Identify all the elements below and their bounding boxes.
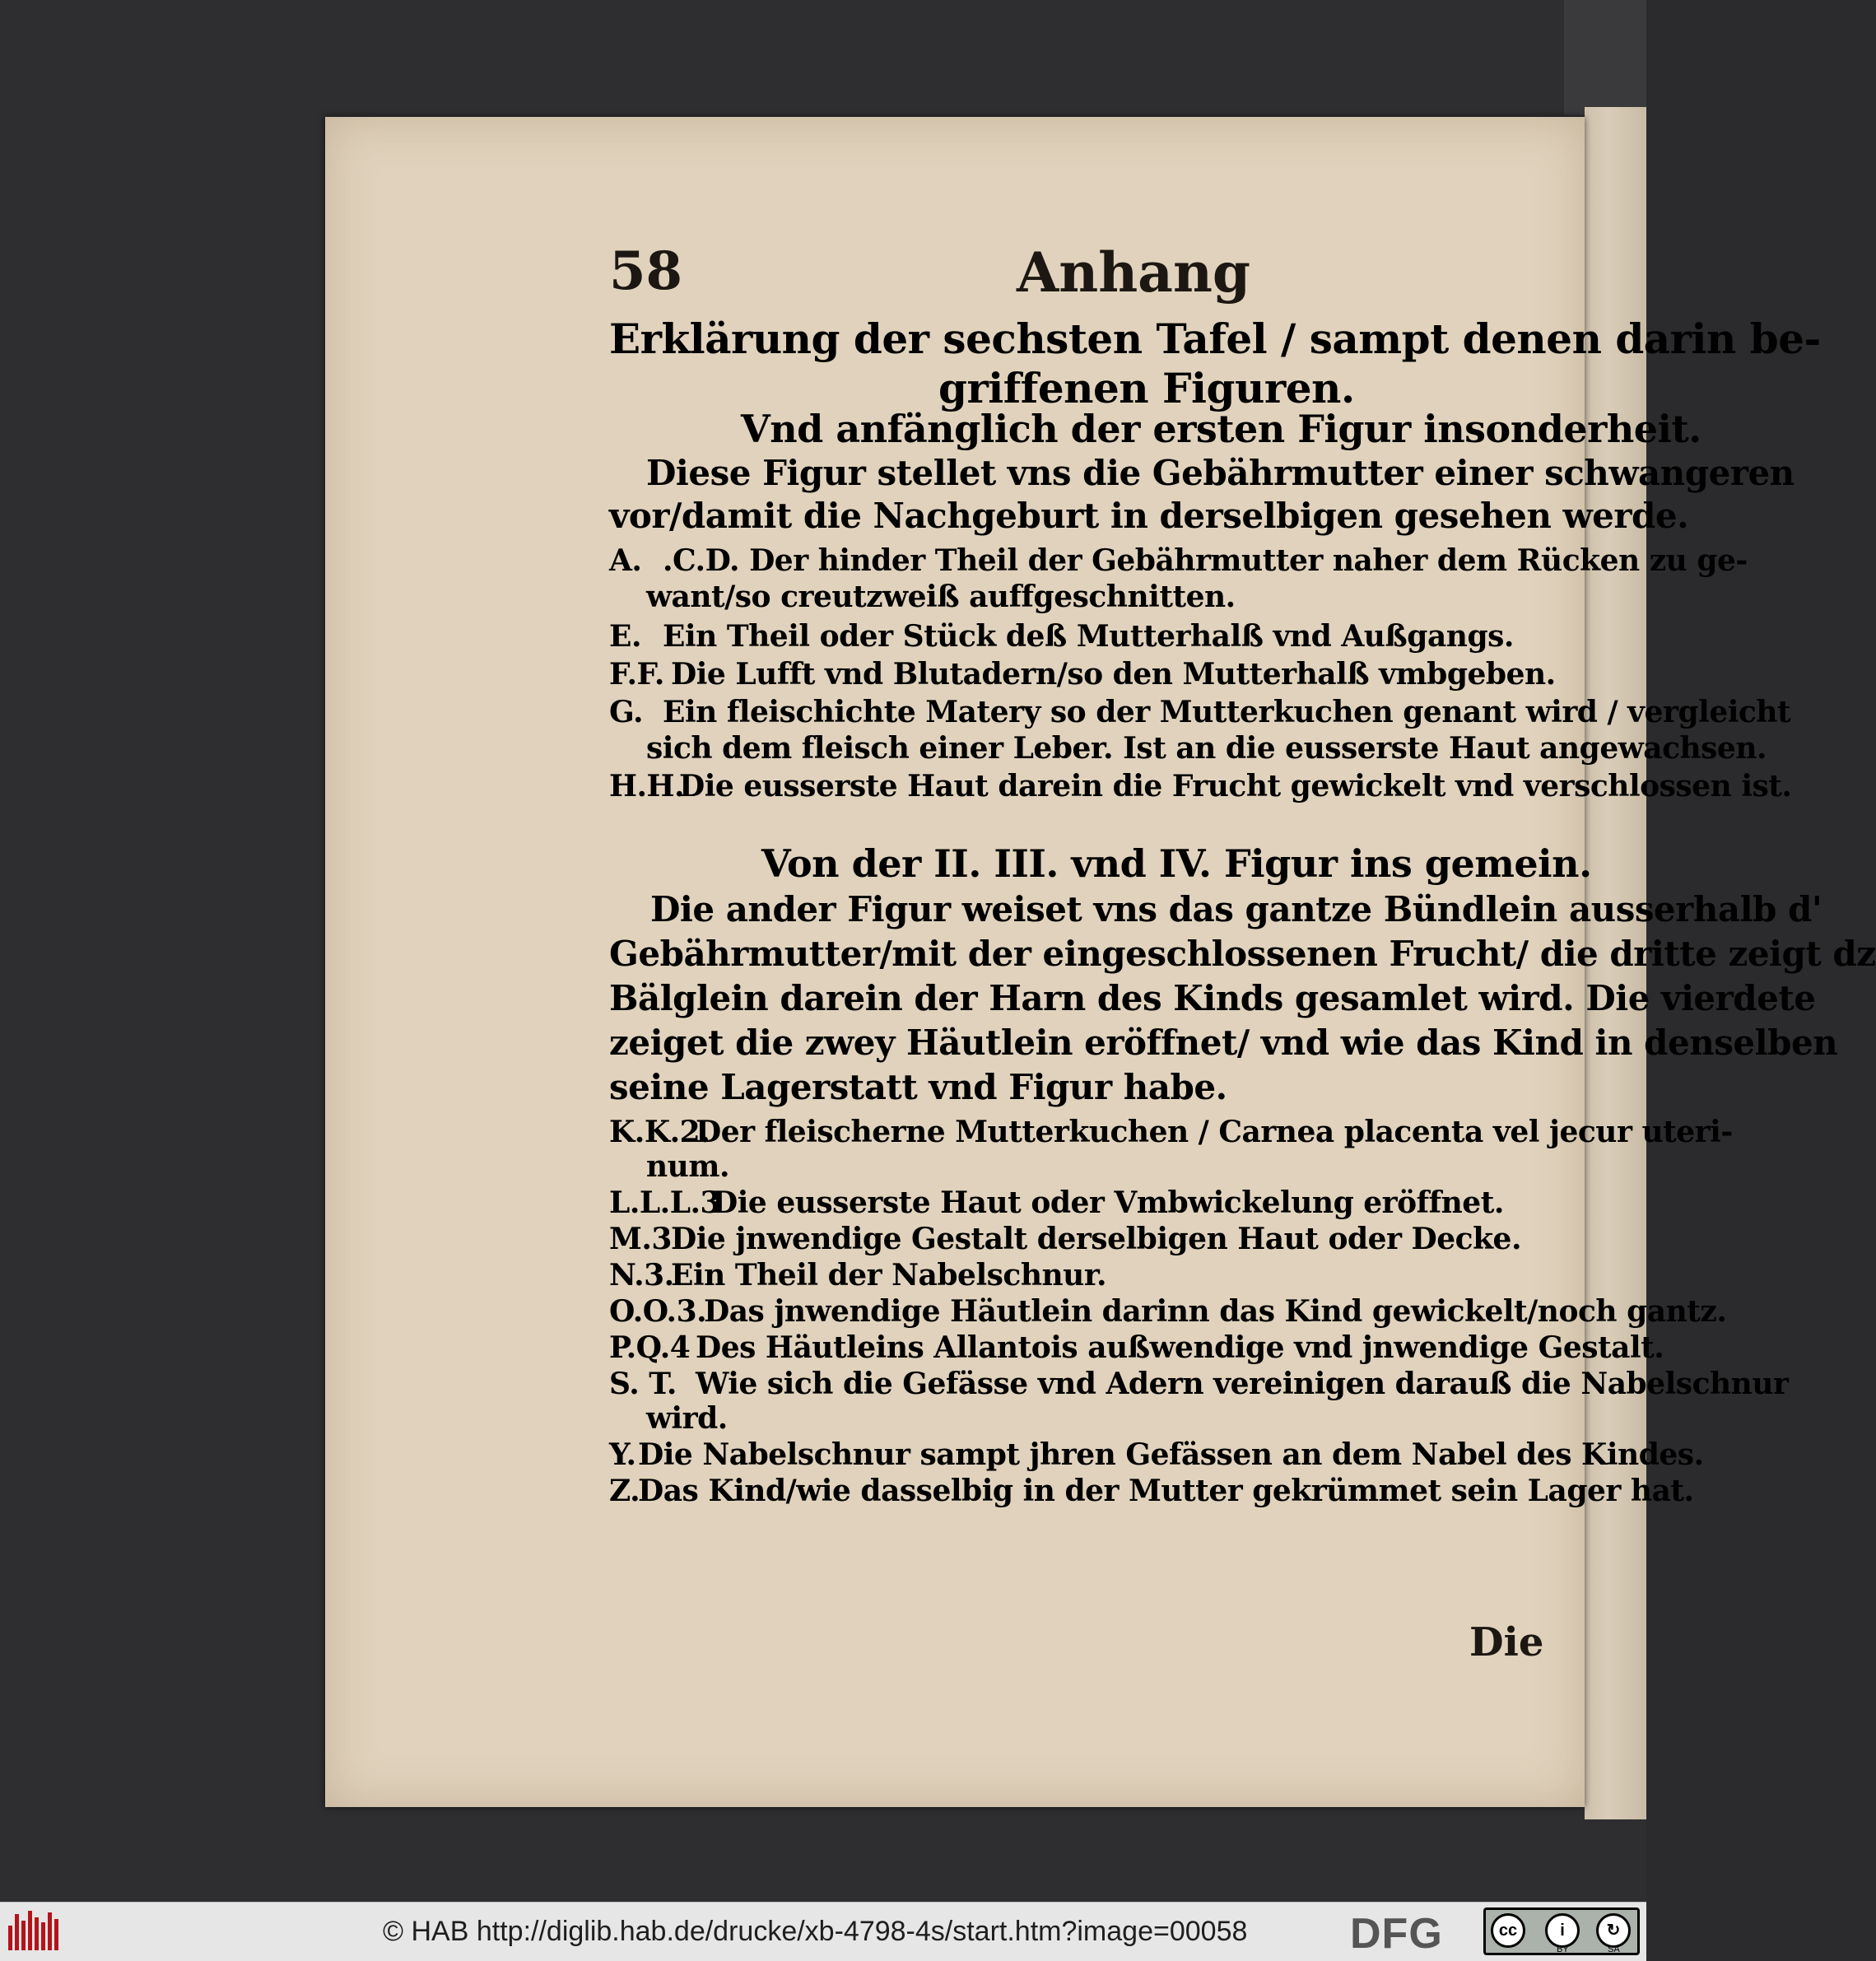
item-text: Ein Theil der Nabelschnur.	[671, 1258, 1107, 1293]
paragraph-line: Gebährmutter/mit der eingeschlossenen Frucht/ die dritte zeigt dz	[609, 934, 1876, 974]
item-text: Des Häutleins Allantois außwendige vnd jnwendige Gestalt.	[696, 1330, 1664, 1365]
subheading-first-figure: Vnd anfänglich der ersten Figur insonderheit.	[741, 407, 1701, 451]
item-text: Das Kind/wie dasselbig in der Mutter gekrümmet sein Lager hat.	[638, 1474, 1694, 1508]
item-label: H.H.	[609, 769, 685, 803]
hab-logo-icon[interactable]	[8, 1911, 67, 1954]
item-label: L.L.L.3	[609, 1185, 721, 1220]
item-text: Der fleischerne Mutterkuchen / Carnea placenta vel jecur uteri-	[696, 1115, 1733, 1149]
item-text: Die Nabelschnur sampt jhren Gefässen an dem Nabel des Kindes.	[638, 1437, 1704, 1472]
item-text: Das jnwendige Häutlein darinn das Kind gewickelt/noch gantz.	[704, 1294, 1727, 1329]
paragraph-line: zeiget die zwey Häutlein eröffnet/ vnd wie das Kind in denselben	[609, 1022, 1838, 1063]
running-title: Anhang	[1017, 240, 1251, 305]
item-label: P.Q.4	[609, 1330, 691, 1365]
item-label: Y.	[609, 1437, 636, 1472]
paragraph-line: Die ander Figur weiset vns das gantze Bündlein ausserhalb d'	[650, 889, 1822, 929]
item-text: Ein fleischichte Matery so der Mutterkuchen genant wird / vergleicht	[663, 695, 1791, 729]
subheading-figures-2-4: Von der II. III. vnd IV. Figur ins gemein.	[761, 841, 1592, 886]
page-edge-top	[1564, 0, 1646, 115]
item-label: G.	[609, 695, 643, 729]
sa-label: SA	[1608, 1945, 1620, 1954]
item-text: Die jnwendige Gestalt derselbigen Haut oder Decke.	[671, 1222, 1521, 1256]
cc-icon: cc	[1491, 1913, 1525, 1948]
item-label: Z.	[609, 1474, 640, 1508]
paragraph-line: Diese Figur stellet vns die Gebährmutter einer schwangeren	[646, 453, 1795, 493]
item-label: S. T.	[609, 1367, 677, 1401]
page-number: 58	[609, 240, 683, 302]
section-heading-continued: griffenen Figuren.	[938, 364, 1355, 412]
item-text: wird.	[646, 1401, 728, 1436]
item-label: E.	[609, 619, 641, 654]
item-text: Die eusserste Haut oder Vmbwickelung eröffnet.	[712, 1185, 1504, 1220]
item-text: Wie sich die Gefässe vnd Adern vereinigen darauß die Nabelschnur	[696, 1367, 1789, 1401]
item-label: A.	[609, 543, 642, 578]
paragraph-line: vor/damit die Nachgeburt in derselbigen gesehen werde.	[609, 496, 1689, 536]
dfg-logo[interactable]: DFG	[1350, 1910, 1443, 1958]
paragraph-line: Bälglein darein der Harn des Kinds gesamlet wird. Die vierdete	[609, 978, 1816, 1018]
book-page	[325, 117, 1876, 1807]
item-text: sich dem fleisch einer Leber. Ist an die eusserste Haut angewachsen.	[646, 731, 1767, 766]
cc-license-badge[interactable]	[1483, 1907, 1640, 1955]
item-label: O.O.3.	[609, 1294, 707, 1329]
item-text: .C.D. Der hinder Theil der Gebährmutter naher dem Rücken zu ge-	[663, 543, 1748, 578]
item-label: M.3	[609, 1222, 672, 1256]
catchword: Die	[1469, 1619, 1544, 1665]
item-label: F.F.	[609, 657, 664, 692]
section-heading: Erklärung der sechsten Tafel / sampt denen darin be-	[609, 314, 1821, 363]
by-label: BY	[1557, 1945, 1569, 1954]
item-text: num.	[646, 1149, 729, 1184]
item-text: want/so creutzweiß auffgeschnitten.	[646, 580, 1236, 614]
item-text: Die Lufft vnd Blutadern/so den Mutterhalß vmbgeben.	[671, 657, 1556, 692]
item-text: Ein Theil oder Stück deß Mutterhalß vnd Außgangs.	[663, 619, 1514, 654]
sa-icon: ↻	[1596, 1913, 1631, 1948]
by-icon: i	[1545, 1913, 1580, 1948]
paragraph-line: seine Lagerstatt vnd Figur habe.	[609, 1067, 1227, 1107]
item-text: Die eusserste Haut darein die Frucht gewickelt vnd verschlossen ist.	[679, 769, 1792, 803]
copyright-link[interactable]: © HAB http://diglib.hab.de/drucke/xb-4798-4s/start.htm?image=00058	[383, 1916, 1248, 1947]
viewer-footer	[0, 1902, 1646, 1961]
item-label: N.3.	[609, 1258, 674, 1293]
item-label: K.K.2.	[609, 1115, 710, 1149]
